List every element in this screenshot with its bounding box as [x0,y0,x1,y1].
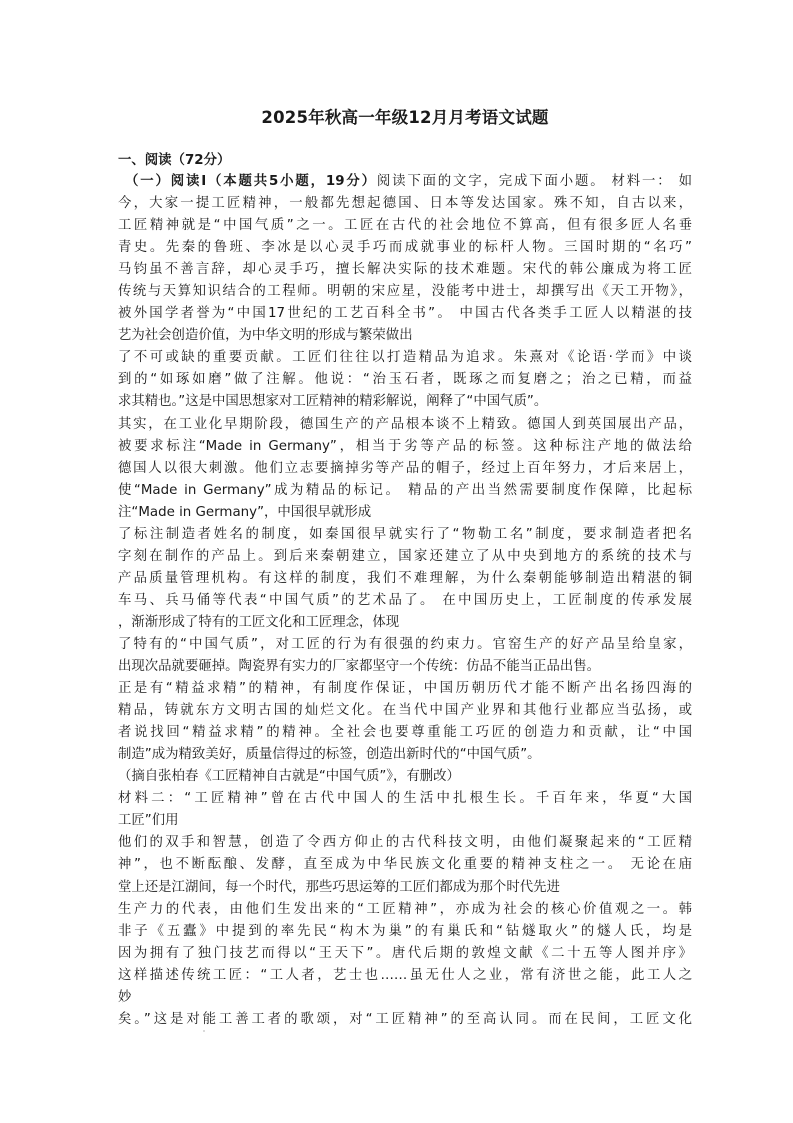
passage-line: 使“Made in Germany”成为精品的标记。 精品的产出当然需要制度作保障，比起标 [118,482,692,498]
reading-passage [118,171,692,1031]
passage-line: 非子《五蠹》中提到的率先民“构木为巢”的有巢氏和“钻燧取火”的燧人氏，均是 [118,923,692,939]
part-intro: （一）阅读Ⅰ（本题共5小题，19分） [125,174,377,189]
passage-line: 妙 [118,989,132,1005]
passage-line: 其实，在工业化早期阶段，德国生产的产品根本谈不上精致。德国人到英国展出产品， [118,416,692,432]
passage-line: 生产力的代表，由他们生发出来的“工匠精神”，亦成为社会的核心价值观之一。韩 [118,901,692,917]
passage-line: 材料二：“工匠精神”曾在古代中国人的生活中扎根生长。千百年来，华夏“大国 [118,791,692,807]
exam-page [118,0,692,1123]
passage-line: 他们的双手和智慧，创造了令西方仰止的古代科技文明，由他们凝聚起来的“工匠精 [118,835,692,851]
page-speck [203,1030,205,1032]
passage-line: 今，大家一提工匠精神，一般都先想起德国、日本等发达国家。殊不知，自古以来， [118,196,692,212]
passage-line: 求其精也。”这是中国思想家对工匠精神的精彩解说，阐释了“中国气质”。 [118,394,548,410]
passage-line: 工匠精神就是“中国气质”之一。工匠在古代的社会地位不算高，但有很多匠人名垂 [118,218,692,234]
passage-line: 者说找回“精益求精”的精神。全社会也要尊重能工巧匠的创造力和贡献，让“中国 [118,725,692,741]
passage-line: 这样描述传统工匠：“工人者，艺士也……虽无仕人之业，常有济世之能，此工人之 [118,967,692,983]
passage-line: 到的“如琢如磨”做了注解。他说：“治玉石者，既琢之而复磨之；治之已精，而益 [118,372,692,388]
passage-line: （一）阅读Ⅰ（本题共5小题，19分）阅读下面的文字，完成下面小题。 材料一： 如 [125,174,692,189]
passage-line: 了标注制造者姓名的制度，如秦国很早就实行了“物勒工名”制度，要求制造者把名 [118,526,692,542]
passage-line: 字刻在制作的产品上。到后来秦朝建立，国家还建立了从中央到地方的系统的技术与 [118,548,692,564]
passage-line: 了特有的“中国气质”，对工匠的行为有很强的约束力。官窑生产的好产品呈给皇家， [118,636,692,652]
passage-line: 马钧虽不善言辞，却心灵手巧，擅长解决实际的技术难题。宋代的韩公廉成为将工匠 [118,262,692,278]
passage-line: 传统与天算知识结合的工程师。明朝的宋应星，没能考中进士，却撰写出《天工开物》， [118,284,692,300]
passage-line: 艺为社会创造价值，为中华文明的形成与繁荣做出 [118,328,413,344]
passage-line: 注“Made in Germany”，中国很早就形成 [118,504,372,520]
passage-line: 被要求标注“Made in Germany”，相当于劣等产品的标签。这种标注产地的做法给 [118,438,692,454]
passage-line: 被外国学者誉为“中国17世纪的工艺百科全书”。 中国古代各类手工匠人以精湛的技 [118,306,692,322]
passage-line: 矣。”这是对能工善工者的歌颂，对“工匠精神”的至高认同。而在民间，工匠文化 [118,1011,692,1027]
section-heading: 一、阅读（72分） [118,153,231,168]
passage-line: 车马、兵马俑等代表“中国气质”的艺术品了。 在中国历史上，工匠制度的传承发展 [118,592,692,608]
source-citation: （摘自张柏春《工匠精神自古就是“中国气质”》，有删改） [118,769,460,785]
passage-line: 因为拥有了独门技艺而得以“王天下”。唐代后期的敦煌文献《二十五等人图并序》 [118,945,692,961]
passage-line: ，渐渐形成了特有的工匠文化和工匠理念，体现 [118,614,400,630]
passage-line: 出现次品就要砸掉。陶瓷界有实力的厂家都坚守一个传统：仿品不能当正品出售。 [118,659,601,675]
passage-line: 产品质量管理机构。有这样的制度，我们不难理解，为什么秦朝能够制造出精湛的铜 [118,570,692,586]
passage-line: 神”，也不断酝酿、发酵，直至成为中华民族文化重要的精神支柱之一。 无论在庙 [118,857,692,873]
passage-line: 了不可或缺的重要贡献。工匠们往往以打造精品为追求。朱熹对《论语·学而》中谈 [118,350,692,366]
passage-line: 精品，铸就东方文明古国的灿烂文化。在当代中国产业界和其他行业都应当弘扬，或 [118,703,692,719]
passage-line: 正是有“精益求精”的精神，有制度作保证，中国历朝历代才能不断产出名扬四海的 [118,681,692,697]
passage-line: 堂上还是江湖间，每一个时代，那些巧思运筹的工匠们都成为那个时代先进 [118,879,560,895]
passage-line: 工匠”们用 [118,813,179,829]
passage-line: 德国人以很大刺激。他们立志要摘掉劣等产品的帽子，经过上百年努力，才后来居上， [118,460,692,476]
passage-line: 制造”成为精致美好，质量信得过的标签，创造出新时代的“中国气质”。 [118,747,541,763]
passage-line: 青史。先秦的鲁班、李冰是以心灵手巧而成就事业的标杆人物。三国时期的“名巧” [118,240,692,256]
exam-title: 2025年秋高一年级12月月考语文试题 [261,108,549,127]
